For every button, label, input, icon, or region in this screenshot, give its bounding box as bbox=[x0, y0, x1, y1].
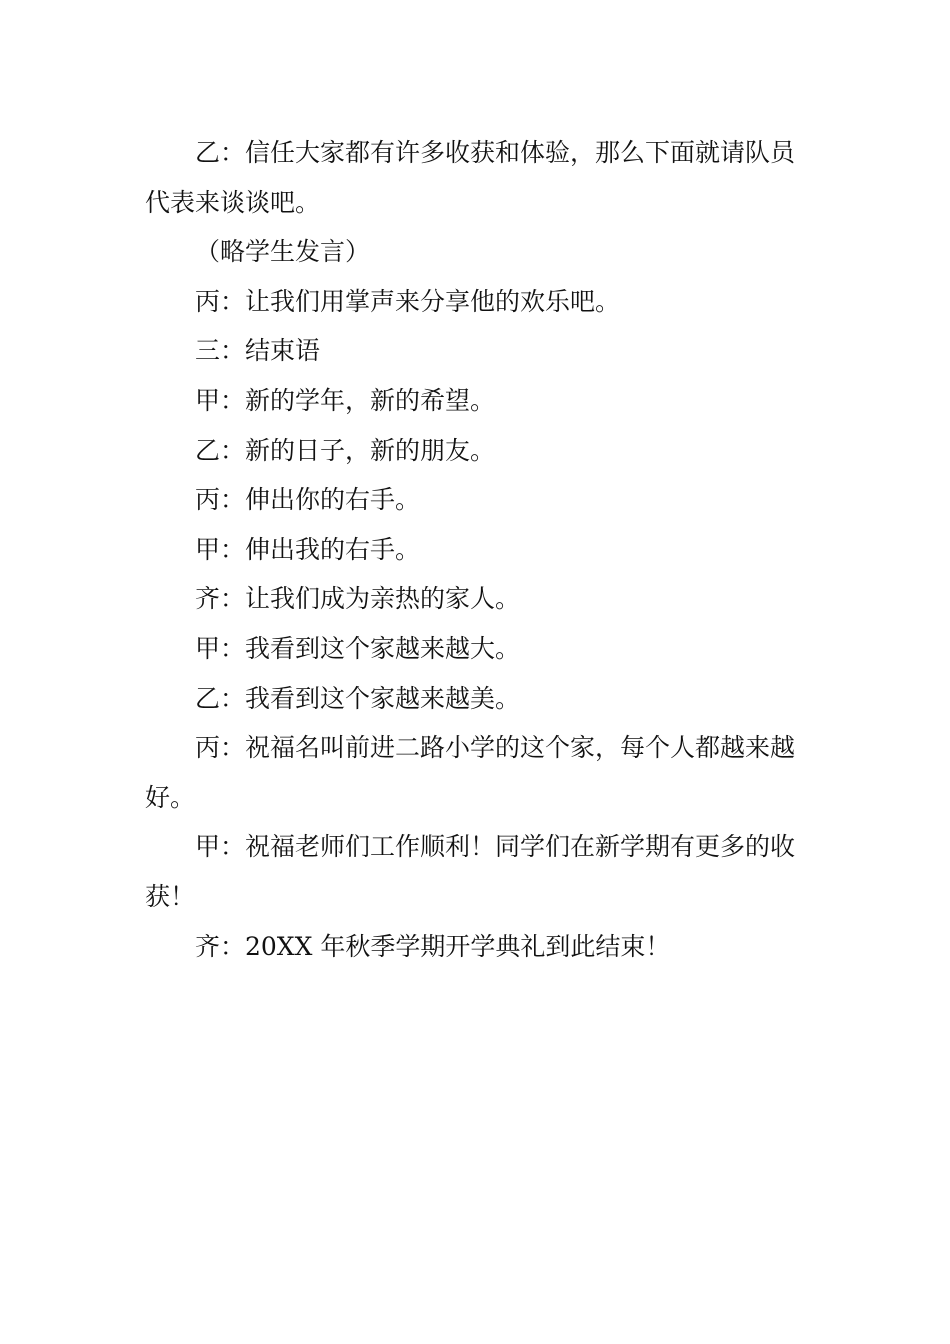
paragraph-1: 乙：信任大家都有许多收获和体验，那么下面就请队员代表来谈谈吧。 bbox=[145, 138, 796, 217]
paragraph-7: 丙：伸出你的右手。 bbox=[195, 485, 421, 515]
paragraph-13: 甲：祝福老师们工作顺利！同学们在新学期有更多的收获！ bbox=[145, 832, 796, 911]
paragraph-2: （略学生发言） bbox=[195, 237, 371, 267]
paragraph-5: 甲：新的学年，新的希望。 bbox=[195, 385, 496, 415]
paragraph-6: 乙：新的日子，新的朋友。 bbox=[195, 435, 496, 465]
paragraph-9: 齐：让我们成为亲热的家人。 bbox=[195, 584, 521, 614]
paragraph-10: 甲：我看到这个家越来越大。 bbox=[195, 633, 521, 663]
paragraph-14: 齐：20XX 年秋季学期开学典礼到此结束！ bbox=[195, 931, 671, 961]
document-body bbox=[145, 128, 810, 971]
section-heading-closing: 三：结束语 bbox=[195, 336, 321, 366]
paragraph-11: 乙：我看到这个家越来越美。 bbox=[195, 683, 521, 713]
paragraph-3: 丙：让我们用掌声来分享他的欢乐吧。 bbox=[195, 286, 621, 316]
paragraph-12: 丙：祝福名叫前进二路小学的这个家，每个人都越来越好。 bbox=[145, 733, 796, 812]
paragraph-8: 甲：伸出我的右手。 bbox=[195, 534, 421, 564]
